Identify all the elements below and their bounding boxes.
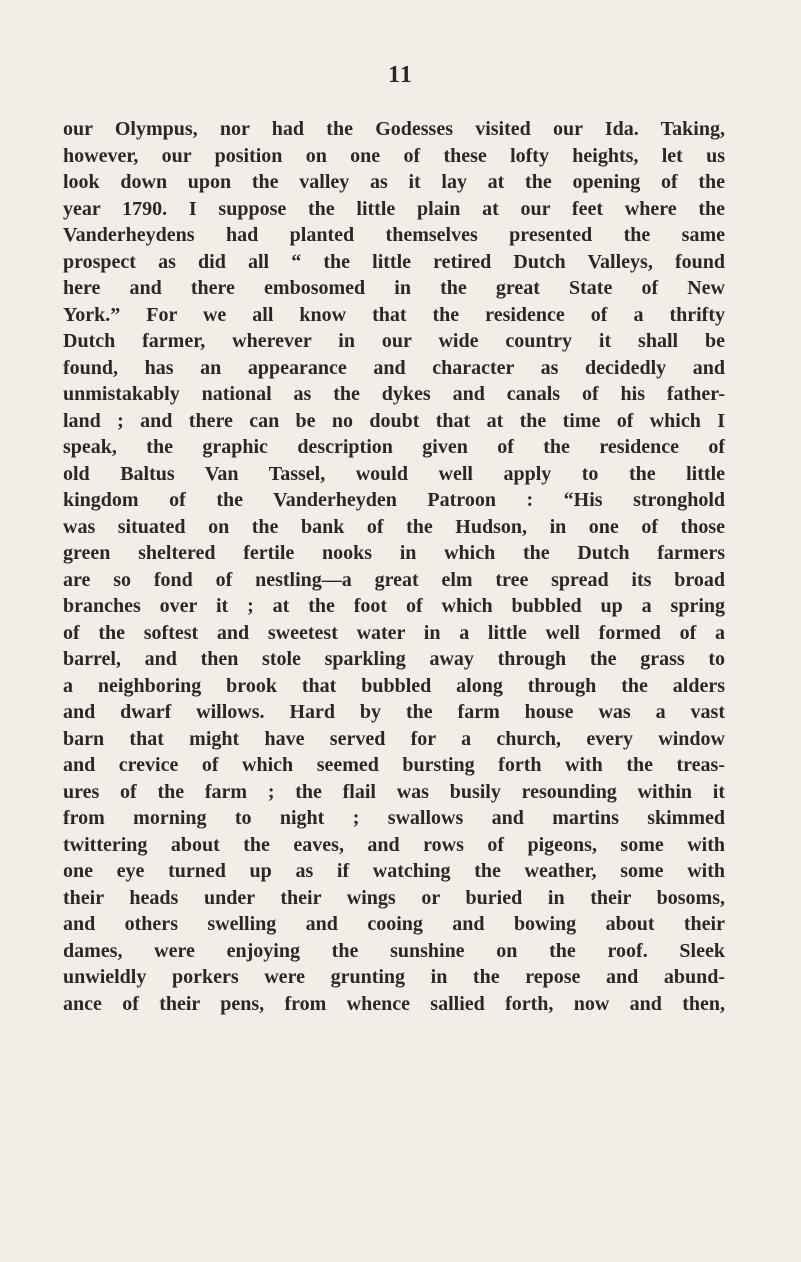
text-line: dames, were enjoying the sunshine on the roof. Sleek [63,939,725,962]
body-text [63,116,725,1017]
page-number: 11 [388,62,413,88]
text-line: their heads under their wings or buried in their bosoms, [63,886,725,909]
text-line: speak, the graphic description given of the residence of [63,436,725,458]
text-line: year 1790. I suppose the little plain at our feet where the [63,197,725,220]
text-line: York.” For we all know that the residence of a thrifty [63,303,725,326]
text-line: are so fond of nestling—a great elm tree spread its broad [63,568,725,591]
text-line: barrel, and then stole sparkling away through the grass to [63,648,725,670]
text-line: here and there embosomed in the great State of New [63,277,725,299]
text-line: a neighboring brook that bubbled along through the alders [63,674,725,697]
text-line: twittering about the eaves, and rows of pigeons, some with [63,833,725,856]
text-line: from morning to night ; swallows and martins skimmed [63,807,725,829]
text-line: look down upon the valley as it lay at the opening of the [63,171,725,193]
text-line: and others swelling and cooing and bowing about their [63,913,725,935]
text-line: one eye turned up as if watching the weather, some with [63,860,725,882]
text-line: and dwarf willows. Hard by the farm house was a vast [63,701,725,723]
text-line: Dutch farmer, wherever in our wide country it shall be [63,330,725,352]
text-line: prospect as did all “ the little retired Dutch Valleys, found [63,250,725,273]
text-line: our Olympus, nor had the Godesses visited our Ida. Taking, [63,118,725,140]
text-line: and crevice of which seemed bursting forth with the treas- [63,754,725,776]
text-line: green sheltered fertile nooks in which the Dutch farmers [63,542,725,564]
text-line: unwieldly porkers were grunting in the repose and abund- [63,966,725,988]
text-line: land ; and there can be no doubt that at the time of which I [63,409,725,432]
text-line: unmistakably national as the dykes and canals of his father- [63,383,725,405]
text-line: branches over it ; at the foot of which bubbled up a spring [63,595,725,617]
text-line: Vanderheydens had planted themselves presented the same [63,224,725,246]
text-line: was situated on the bank of the Hudson, in one of those [63,515,725,538]
text-line: kingdom of the Vanderheyden Patroon : “His stronghold [63,489,725,511]
text-line: ance of their pens, from whence sallied forth, now and then, [63,992,725,1015]
text-line: barn that might have served for a church, every window [63,727,725,750]
text-line: however, our position on one of these lofty heights, let us [63,144,725,167]
text-line: old Baltus Van Tassel, would well apply to the little [63,462,725,485]
text-line: ures of the farm ; the flail was busily resounding within it [63,780,725,803]
text-line: of the softest and sweetest water in a little well formed of a [63,621,725,644]
text-line: found, has an appearance and character as decidedly and [63,356,725,379]
